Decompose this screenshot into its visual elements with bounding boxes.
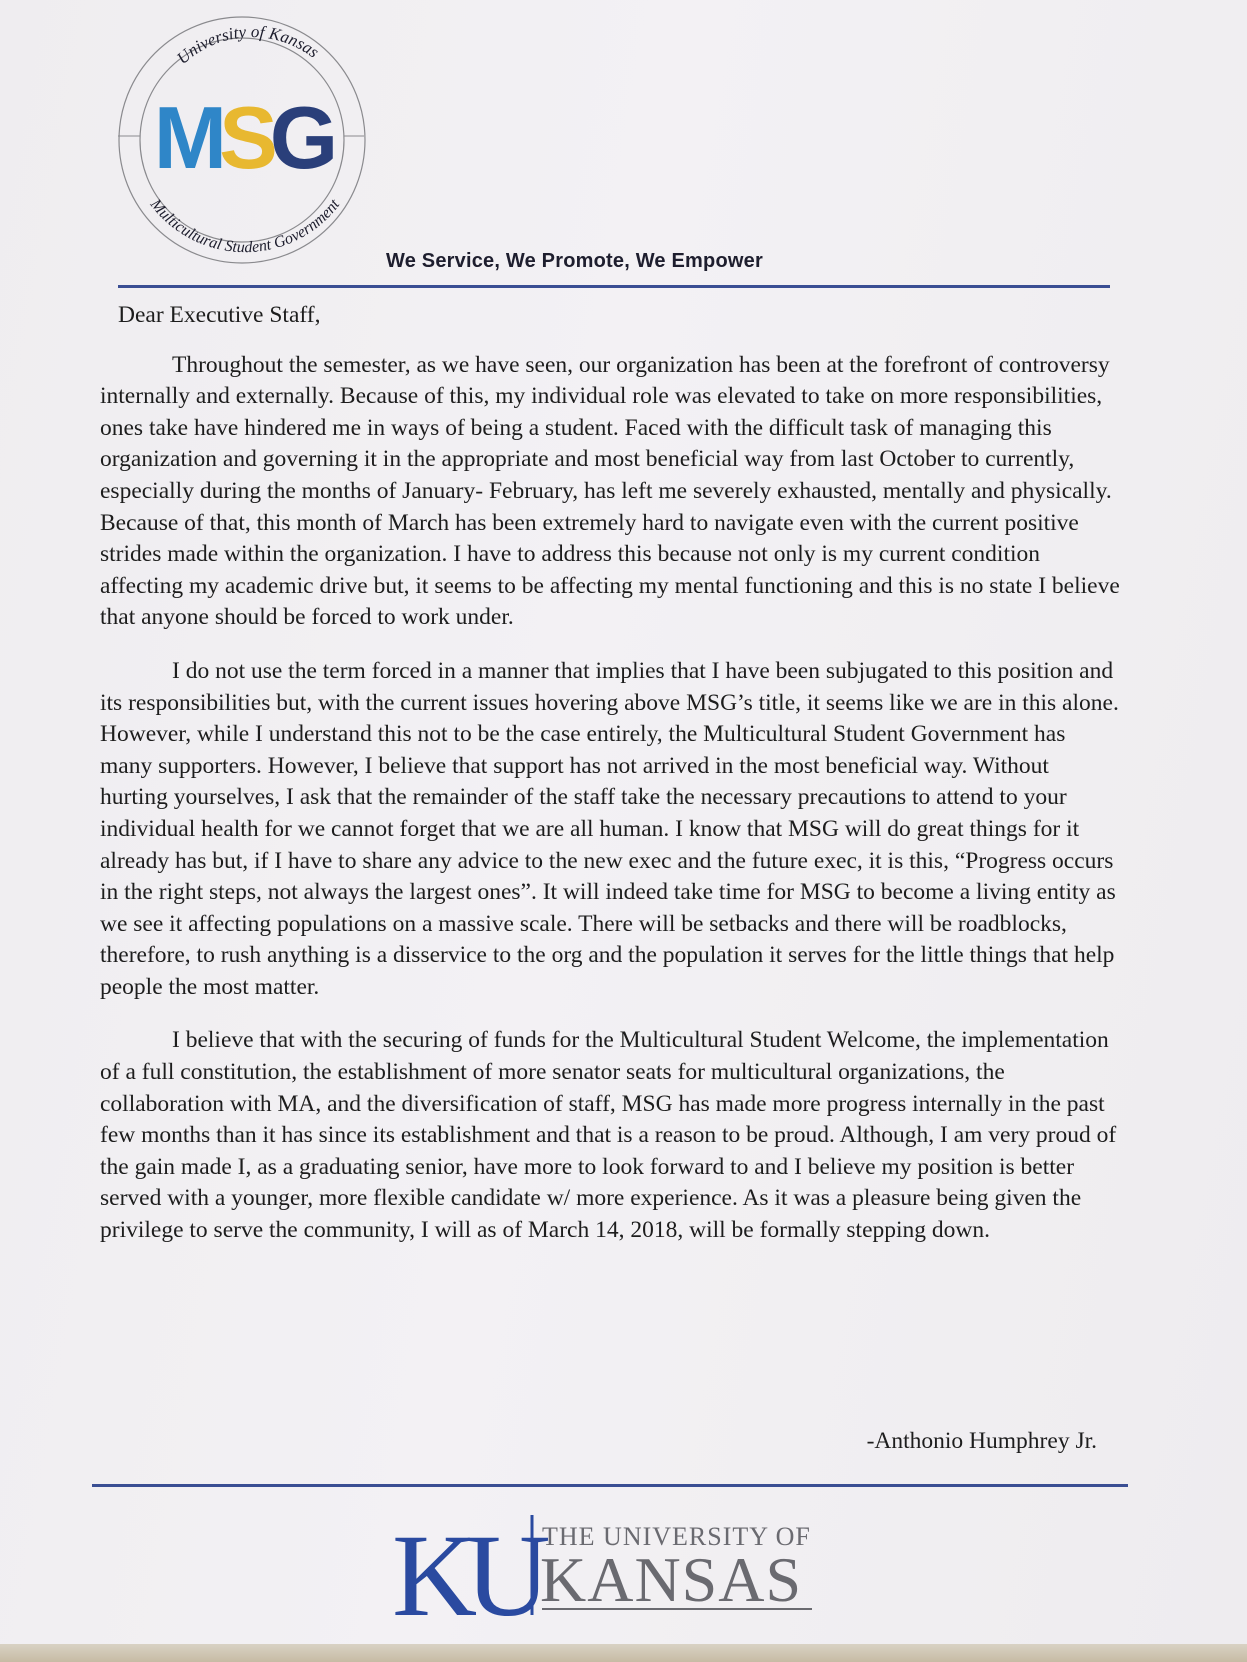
ku-logo-line1: THE UNIVERSITY OF: [542, 1522, 811, 1551]
ku-logo: [392, 1505, 832, 1625]
paragraph-2: I do not use the term forced in a manner that implies that I have been subjugated to this position and its responsibilities but, with the current issues hovering above MSG’s title, it seems like we are in this alone. However, while I understand this not to be the case entirely, the Multicultural Student Government has many supporters. However, I believe that support has not arrived in the most beneficial way. Without hurting yourselves, I ask that the remainder of the staff take the necessary precautions to attend to your individual health for we cannot forget that we are all human. I know that MSG will do great things for it already has but, if I have to share any advice to the new exec and the future exec, it is this, “Progress occurs in the right steps, not always the largest ones”. It will indeed take time for MSG to become a living entity as we see it affecting populations on a massive scale. There will be setbacks and there will be roadblocks, therefore, to rush anything is a disservice to the org and the population it serves for the little things that help people the most matter.: [100, 657, 1119, 1000]
paragraph-3: I believe that with the securing of funds for the Multicultural Student Welcome, the implementation of a full constitution, the establishment of more senator seats for multicultural organizations, the collaboration with MA, and the diversification of staff, MSG has made more progress internally in the past few months than it has since its establishment and that is a reason to be proud. Although, I am very proud of the gain made I, as a graduating senior, have more to look forward to and I believe my position is better served with a younger, more flexible candidate w/ more experience. As it was a pleasure being given the privilege to serve the community, I will as of March 14, 2018, will be formally stepping down.: [100, 1027, 1117, 1244]
signature: -Anthonio Humphrey Jr.: [866, 1428, 1097, 1454]
letter-body: [100, 300, 1120, 1269]
paper-edge: [0, 1644, 1247, 1662]
seal-top-text: University of Kansas: [172, 22, 323, 68]
tagline: We Service, We Promote, We Empower: [386, 250, 763, 272]
ku-logo-mark: KU: [392, 1510, 539, 1625]
salutation: Dear Executive Staff,: [118, 302, 321, 328]
footer-divider: [92, 1484, 1128, 1487]
msg-seal-logo: [118, 10, 386, 270]
seal-monogram: MSG: [153, 88, 331, 187]
ku-logo-line2: KANSAS: [540, 1544, 803, 1615]
header-divider: [118, 285, 1110, 288]
seal-bottom-text: Multicultural Student Government: [146, 195, 344, 257]
paragraph-1: Throughout the semester, as we have seen, our organization has been at the forefront of controversy internally and externally. Because of this, my individual role was elevated to take on more responsibilities, ones take have hindered me in ways of being a student. Faced with the difficult task of managing this organization and governing it in the appropriate and most beneficial way from last October to currently, especially during the months of January- February, has left me severely exhausted, mentally and physically. Because of that, this month of March has been extremely hard to navigate even with the current positive strides made within the organization. I have to address this because not only is my current condition affecting my academic drive but, it seems to be affecting my mental functioning and this is no state I believe that anyone should be forced to work under.: [100, 351, 1120, 631]
